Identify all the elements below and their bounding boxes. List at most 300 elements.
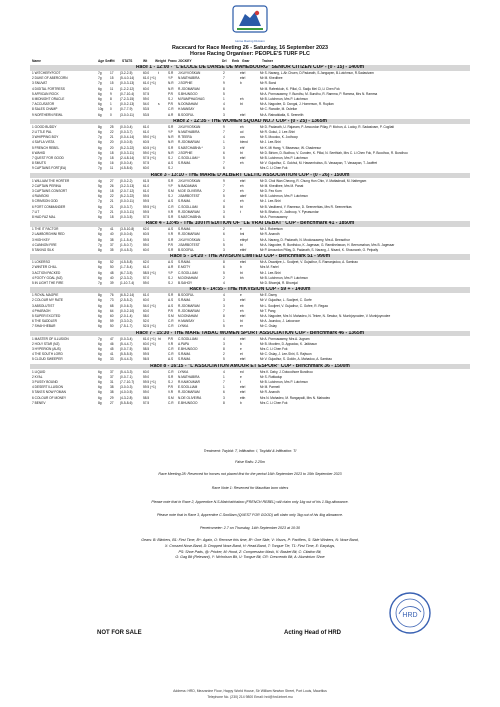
runner-draw: 2 <box>223 352 225 357</box>
runner-horse-name: 9 NORTHERN REWL <box>32 112 63 117</box>
runner-equipment: cd <box>240 130 244 134</box>
column-header: Wt <box>143 59 148 63</box>
runner-stable: P.R <box>168 102 173 107</box>
runner-trainers: Mr B. Bhatoo, K. Jodhoop, Y. Pynasundar <box>260 209 319 214</box>
runner-draw: 7 <box>223 308 225 313</box>
column-header: Emb <box>232 59 240 63</box>
runner-weight: 58.5 (+1) <box>143 270 156 275</box>
runner-age-sex: 6g <box>98 260 102 265</box>
runner-horse-name: 5 CRIMSON GOD <box>32 199 58 204</box>
runner-weight: 61.5 <box>143 178 150 183</box>
runner-equipment: t <box>240 209 241 214</box>
runner-draw: 5 <box>223 91 225 96</box>
runner-horse-name: 2 WINTER CHILL <box>32 265 58 270</box>
runner-horse-name: 4 DIGITAL FORTRESS <box>32 86 65 91</box>
runner-row <box>30 357 470 362</box>
runner-stats: (0-0-3-4) <box>120 336 133 341</box>
runner-stable: V.R <box>168 232 174 237</box>
runner-trainers: Mr B. Vasilkend, Y. Ramesur, D. Seeneehias, Mrs R. Seeneehias <box>260 204 352 209</box>
runner-stats: (4-5-8-6) <box>120 166 133 171</box>
runner-draw: 1 <box>223 385 225 390</box>
runner-age-sex: 6g <box>98 145 102 150</box>
runner-horse-name: 6 COLOUR OF MONEY <box>32 395 67 400</box>
runner-jockey: N.DE OLIVEIRA <box>178 395 202 400</box>
runner-age-sex: 6g <box>98 380 102 384</box>
runner-trainers: Mr J. Robertson <box>260 227 283 232</box>
runner-rating: 50 <box>110 324 114 329</box>
runner-jockey: J.SOPHIE <box>178 150 193 155</box>
runner-jockey: R.JOOMARAM <box>178 303 200 308</box>
runner-age-sex: 6g <box>98 204 102 209</box>
runner-rating: 47 <box>110 336 114 341</box>
runner-rating: 37 <box>110 369 114 374</box>
runner-weight: 52.5 (+1) <box>143 324 156 329</box>
runner-age-sex: 8g <box>98 248 102 252</box>
runner-horse-name: 3 HYPERION (AUS) <box>32 347 61 351</box>
runner-stats: (0-0-0-5) <box>120 140 133 145</box>
runner-trainers: Mr R. Anandh <box>260 232 280 237</box>
runner-weight: 59.5 <box>143 199 150 204</box>
runner-age-sex: 7g <box>98 199 102 204</box>
runner-weight: 59.0 <box>143 374 150 379</box>
runner-age-sex: 8g <box>98 237 102 242</box>
runner-jockey: S.RAMA <box>178 199 191 204</box>
runner-age-sex: 8g <box>98 124 102 129</box>
runner-horse-name: 2 CAPTAIN PERINA <box>32 183 61 188</box>
runner-stats: (0-0-0-11) <box>120 199 134 204</box>
race-title: Race 6 - 14:55 - THE HIKVISION CUP - 59 + - 1400m <box>30 287 470 293</box>
runner-draw: 9 <box>223 178 225 183</box>
runner-age-sex: 6g <box>98 91 102 96</box>
runner-horse-name: 7 QUEST FOR GOOD <box>32 156 64 160</box>
runner-draw: 7 <box>223 76 225 81</box>
runner-gear: t <box>158 71 159 75</box>
runner-draw: 5 <box>223 242 225 247</box>
runner-weight: 59.5 <box>143 194 150 199</box>
runner-equipment: er <box>240 324 243 329</box>
not-for-sale-label: NOT FOR SALE <box>97 630 142 636</box>
runner-draw: 8 <box>223 314 225 318</box>
runner-rating: 21 <box>110 135 114 140</box>
runner-weight: 60.5 (+1) <box>143 145 156 150</box>
runner-draw: 6 <box>223 215 225 219</box>
runner-equipment: eb <box>240 303 244 308</box>
runner-draw: 9 <box>223 81 225 86</box>
runner-stable: Y.P <box>168 76 173 81</box>
runner-horse-name: 2 HOLY STAR (NZ) <box>32 341 60 346</box>
runner-draw: 3 <box>223 341 225 346</box>
runner-weight: 62.0 <box>143 227 150 232</box>
runner-rating: 17 <box>110 71 114 75</box>
runner-stable: P.R <box>168 308 173 313</box>
runner-jockey: J.BARBOTEST <box>178 194 200 199</box>
runner-rating: 15 <box>110 81 114 86</box>
runner-weight: 60.0 <box>143 166 150 171</box>
runner-equipment: bt <box>240 150 243 155</box>
runner-rating: 18 <box>110 156 114 160</box>
runner-stats: (0-0-2-13) <box>120 102 135 107</box>
runner-weight: 59.5 <box>143 237 150 242</box>
runner-equipment: ebrl <box>240 385 246 390</box>
runner-rating: 37 <box>110 374 114 379</box>
runner-age-sex: 6g <box>98 390 102 395</box>
runner-rating: 26 <box>110 183 114 188</box>
runner-weight: 60.0 (+1) <box>143 341 156 346</box>
runner-jockey: R.KAMOUMAR <box>178 380 200 384</box>
runner-stable: N.R <box>168 135 174 140</box>
runner-equipment: t <box>240 380 241 384</box>
runner-equipment: ebrl <box>240 336 246 341</box>
runner-stable: A.S <box>168 199 174 204</box>
runner-jockey: B.SOOFUL <box>178 293 195 298</box>
runner-stats: (2-4-8-14) <box>120 156 135 160</box>
runner-equipment: ebhpf <box>240 237 248 242</box>
runner-rating: 41 <box>110 352 114 357</box>
runner-stats: (5-5-5-5) <box>120 352 133 357</box>
runner-stats: (0-0-3-7) <box>120 204 133 209</box>
runner-rating: 18 <box>110 215 114 219</box>
runner-draw: 7 <box>223 130 225 134</box>
hrd-stamp-icon <box>387 590 433 636</box>
runner-stats: (1-10-7-4) <box>120 281 135 285</box>
runner-horse-name: 1 LOKERSO <box>32 260 51 265</box>
runner-stable: V.R <box>168 209 174 214</box>
runner-stable: S.J <box>168 156 173 160</box>
runner-horse-name: 5 FRENCH REBEL <box>32 145 60 150</box>
runner-age-sex: 6g <box>98 395 102 400</box>
runner-trainers: Mr L. Sooljeet, V. Gujadhur, C. Gofee, R. Regaa <box>260 303 328 308</box>
runner-rating: 11 <box>110 166 114 171</box>
racecard-organiser: Horse Racing Organiser: PEOPLE'S TURF PLC <box>190 51 310 57</box>
runner-jockey: H.MANSAY <box>178 319 195 324</box>
runner-horse-name: 3 HIGH KEY <box>32 237 50 242</box>
runner-rating: 60 <box>110 314 114 318</box>
runner-draw: 2 <box>223 275 225 280</box>
runner-weight: 59.0 <box>143 242 150 247</box>
column-header: Trainer <box>262 59 273 63</box>
runner-stable: S.R <box>168 237 174 242</box>
runner-stats: (5-4-4-3) <box>120 357 133 362</box>
runner-equipment: e <box>240 374 242 379</box>
runner-rating: 40 <box>110 275 114 280</box>
runner-trainers: Mr S. Narang, L.Ah Chuen, D.Padarath, S.Jangapen, B.Lutchmun, R.Sadasivam <box>260 71 374 75</box>
runner-equipment: bnl <box>240 232 245 237</box>
runner-jockey: N.MATHABIRA <box>178 76 200 81</box>
runner-trainers: Mr A. Ponnusawmy, Mrs A. Jugram <box>260 336 310 341</box>
runner-trainers: Mrs C. Li Chen Fok <box>260 400 288 405</box>
runner-weight: 60.0 <box>143 369 150 374</box>
runner-jockey: E.BHUNGOO <box>178 400 198 405</box>
runner-stable: P.R <box>168 385 173 390</box>
runner-jockey: LYNKA <box>178 324 189 329</box>
runner-jockey: M.DONAHAM <box>178 314 198 318</box>
runner-stats: (5-2-3-22) <box>120 145 135 150</box>
runner-draw: 8 <box>223 347 225 351</box>
runner-age-sex: 6g <box>98 347 102 351</box>
runner-weight: 58.0 <box>143 314 150 318</box>
runner-weight: 62.0 <box>143 260 150 265</box>
runner-horse-name: 4 THE SOUTH LORD <box>32 352 63 357</box>
runner-trainers: Mr A. Narang, D. Padarath, N. Moolussawmy, Mrs A. Beeaothur <box>260 237 350 242</box>
runner-weight: 57.5 (+1) <box>143 156 156 160</box>
runner-equipment: eh <box>240 124 244 129</box>
runner-trainers: Mr B. Lutchmun, Mrs P. Lutchmun <box>260 97 308 101</box>
runner-trainers: Mr A. Dwarkjee, L. Sooljeet, V. Gujadhur, S. Ramanjadoo, A. Sambao <box>260 260 358 265</box>
runner-stats: (0-0-2-10) <box>120 308 135 313</box>
runner-stable: S.R <box>168 145 174 150</box>
stamp-text: HRD <box>402 612 418 619</box>
runner-trainers: Mrs C. Li Chen Fok <box>260 166 288 171</box>
runner-jockey: J.KUYVOSKAN <box>178 71 201 75</box>
runner-equipment: ebrl <box>240 357 246 362</box>
runner-age-sex: 6g <box>98 303 102 308</box>
runner-horse-name: 5 TAKING SILK <box>32 248 55 252</box>
runner-weight: 58.5 <box>143 347 150 351</box>
runner-weight: 59.0 <box>143 97 150 101</box>
runner-jockey: J.SOPHIE <box>178 81 193 86</box>
runner-horse-name: 1 GOOD BUDDY <box>32 124 57 129</box>
logo-caption: Horse Racing Division <box>235 39 265 43</box>
runner-stable: V.R <box>168 390 174 395</box>
runner-stats: (5-5-8-6) <box>120 400 133 405</box>
runner-age-sex: 5g <box>98 183 102 188</box>
note-treatment: Treatment: Twybid: T, Infiltration: I, Twybild & Infiltration: TI <box>203 449 297 453</box>
note-weight-note2: Please note that in Race 3, Apprentice C.Soolliam (QUEST FOR GOOD) will claim only 3kg out of his 4kg allowance. <box>156 513 344 517</box>
runner-stable: C.R <box>168 347 174 351</box>
runner-equipment: eh <box>240 199 244 204</box>
runner-draw: 3 <box>223 248 225 252</box>
runner-draw: 4 <box>223 281 225 285</box>
runner-draw: 4 <box>223 369 225 374</box>
runner-trainers: Mrs N. Mahadeo, M. Rangapaili, Mrs N. Mahadeo <box>260 395 331 400</box>
runner-age-sex: 6g <box>98 194 102 199</box>
runner-equipment: ebrl <box>240 298 246 303</box>
runner-weight: 57.5 <box>143 215 150 219</box>
runner-rating: 40 <box>110 232 114 237</box>
runner-stats: (1-5-0-7) <box>120 242 133 247</box>
gear-legend-line: X: Crossed Nose-Band, D: Dropped Nose-Band, H: Head-Band, T: Tongue Tie, T1: First Time, E: Earplugs, <box>164 543 336 548</box>
runner-stats: (0-7-7-9) <box>120 107 133 112</box>
hrd-logo-icon <box>229 4 271 38</box>
runner-age-sex: 6g <box>98 97 102 101</box>
runner-weight: 59.0 <box>143 281 150 285</box>
runner-trainers: Mr R. Bond <box>260 81 277 86</box>
runner-stable: C.R <box>168 319 174 324</box>
runner-weight: 60.0 <box>143 248 150 252</box>
runner-jockey: R.JOOMARAM <box>178 232 200 237</box>
runner-stable: S.R <box>168 293 174 298</box>
runner-age-sex: 6g <box>98 215 102 219</box>
runner-jockey: N.BADAMAN <box>178 183 197 188</box>
runner-stats: (4-0-0-5) <box>120 390 133 395</box>
runner-rating: 29 <box>110 395 114 400</box>
runner-horse-name: 1 LIQUID <box>32 369 46 374</box>
runner-equipment: bt <box>240 204 243 209</box>
race-title: Race 7 - 15:30 - THE MARE TABAC WOMEN SPORT ASSOCIATION CUP - Benchmark 46 - 1365m <box>30 331 470 337</box>
runner-jockey: S.BHUNGOO <box>178 91 198 96</box>
runner-stable: S.J <box>168 281 173 285</box>
race-title: Race 3 - 13:10 - THE MARIE D'ALBERT CELTIC ASSOCIATION CUP - (0 - 26) - 1500m <box>30 173 470 179</box>
runner-draw: 8 <box>223 204 225 209</box>
note-reserved: Race Meeting 28: Reserved for horses not placed first for the period 16th September 2023 to 15th September 2023 <box>158 472 342 476</box>
runner-horse-name: 5 IN LIGHT THE FIRE <box>32 281 64 285</box>
runner-horse-name: 4 CANNON FIRE <box>32 242 57 247</box>
runner-draw: 7 <box>223 380 225 384</box>
runner-stable: A.S <box>168 227 174 232</box>
runner-trainers: Mr A. Nagodee, D. Dongal, J. Homerson, R. Ruplian <box>260 102 334 107</box>
runner-stats: (0-4-5-3) <box>120 248 133 252</box>
runner-rating: 21 <box>110 204 114 209</box>
runner-trainers: Mr M. Rafeekkoh, K. Pillai, G. Sadju Mei Ci, Li Chen Fok <box>260 86 340 91</box>
runner-horse-name: 4 PHARAOH <box>32 308 51 313</box>
runner-stable: C.R <box>168 204 174 209</box>
gear-legend-line: PS: Shoe Pads, @: Pricker, M: Hood, Z: Compression Mask, K: Basket Bit, C: Citation Bit, <box>178 549 322 554</box>
runner-stable: C.R <box>168 369 174 374</box>
runner-jockey: S.RAMA <box>178 357 191 362</box>
runner-stable: N.R <box>168 140 174 145</box>
runner-draw: 1 <box>223 319 225 324</box>
runner-jockey: E.MOTY <box>178 265 191 270</box>
runner-rating: 68 <box>110 303 114 308</box>
runner-stable: C.R <box>168 324 174 329</box>
runner-horse-name: 1 THE IT FACTOR <box>32 227 59 232</box>
runner-age-sex: 6g <box>98 341 102 346</box>
runner-weight: 60.5 <box>143 140 150 145</box>
runner-weight: 57.5 <box>143 400 150 405</box>
runner-trainers: Mr B. Lutchmun, Mrs P. Lutchmun <box>260 275 308 280</box>
runner-draw: 7 <box>223 183 225 188</box>
runner-equipment: eh <box>240 189 244 193</box>
note-false-rails: False Rails: 2.25m <box>235 460 265 464</box>
runner-horse-name: 3 CAPTAINS CONSORT <box>32 189 68 193</box>
runner-rating: 39 <box>110 281 114 285</box>
runner-rating: 38 <box>110 385 114 390</box>
runner-draw: 6 <box>223 107 225 112</box>
runner-trainers: Mr J. Lee-Shiri <box>260 199 281 204</box>
runner-stats: (0-0-0-4) <box>120 161 133 166</box>
runner-stats: (3-2-3-13) <box>120 183 135 188</box>
runner-age-sex: 6g <box>98 298 102 303</box>
runner-age-sex: 6g <box>98 130 102 134</box>
runner-equipment: ebrl <box>240 76 246 81</box>
runner-jockey: S.RAMA <box>178 352 191 357</box>
runner-horse-name: 2 KYAL <box>32 374 43 379</box>
runner-jockey: S.MATCHABHA * <box>178 145 203 150</box>
runner-stats: (5-4-4-7) <box>120 341 133 346</box>
runner-draw: 4 <box>223 336 225 341</box>
runner-jockey: M.DE OLIVEIRA <box>178 189 202 193</box>
runner-rating: 59 <box>110 319 114 324</box>
runner-equipment: b <box>240 265 242 270</box>
runner-row <box>30 401 470 406</box>
runner-draw: 1 <box>223 97 225 101</box>
runner-trainers: Mr D. Chol Wan Cheong, R. Chung Hon Chin, V. Mattadeudi, M. Nattergam <box>260 178 367 183</box>
runner-draw: 5 <box>223 324 225 329</box>
runner-weight: 59.0 <box>143 390 150 395</box>
runner-weight: 60.0 <box>143 308 150 313</box>
runner-equipment: ebrl <box>240 156 246 160</box>
runner-trainers: Mrs K. Daby, J. Dotoodhore Bundhoo <box>260 369 313 374</box>
runner-stable: C.R <box>168 352 174 357</box>
runner-jockey: R.JOOMARAM <box>178 308 200 313</box>
runner-stats: (3-0-0-3) <box>120 385 133 390</box>
runner-jockey: S.RAMA <box>178 260 191 265</box>
runner-draw: 6 <box>223 265 225 270</box>
runner-rating: 35 <box>110 248 114 252</box>
runner-stable: S.M <box>168 395 174 400</box>
runner-stable: S.M <box>168 314 174 318</box>
runner-equipment: bt <box>240 102 243 107</box>
runner-jockey: N.MATHABIRA <box>178 374 200 379</box>
runner-stats: (1-1-5-4) <box>120 237 133 242</box>
runner-stats: (6-7-3-5) <box>120 270 133 275</box>
race-title: Race 8 - 16:15 - "L'ASSOCIATION AMOUR ET ESPOIR" CUP - Benchmark 36 - 1500m <box>30 364 470 370</box>
runner-draw: 2 <box>223 189 225 193</box>
runner-row <box>30 281 470 286</box>
runner-equipment: ebrl <box>240 178 246 183</box>
runner-rating: 22 <box>110 130 114 134</box>
column-header: Name <box>32 59 41 63</box>
runner-jockey: B.SOOFUL <box>178 248 195 252</box>
runner-horse-name: 3 SNUVAT <box>32 81 48 86</box>
runner-age-sex: 7g <box>98 281 102 285</box>
runner-stats: (5-2-3-22) <box>120 194 135 199</box>
gear-legend-line: Gears: B: Blinkers, B1: First Time, B+: Again, O: Remove this time, B*: One Side, V: Visors, P: Pacifiers, S: Side Winkers, N: Nose Band, <box>141 538 359 542</box>
runner-stats: (0-0-3-5) <box>120 215 133 219</box>
runner-equipment: blend <box>240 140 248 145</box>
runner-rating: 37 <box>110 242 114 247</box>
runner-weight: 61.0 <box>143 130 150 134</box>
column-header-row <box>30 59 470 64</box>
runner-draw: 3 <box>223 112 225 117</box>
runner-row <box>30 166 470 171</box>
runner-jockey: E.SOOLLIAM <box>178 385 198 390</box>
runner-equipment: ehf <box>240 145 245 150</box>
runner-jockey: C.SOOLLIAM <box>178 336 198 341</box>
runner-horse-name: 7 LIT <box>32 209 40 214</box>
runner-age-sex: 6g <box>98 324 102 329</box>
runner-draw: 8 <box>223 86 225 91</box>
runner-weight: 59.0 (+1) <box>143 135 156 140</box>
runner-trainers: Mr P. Amourdon Pillay, D. Padarath, S. Narang, J. Nisard, K. Shounwah, O. Pelpally <box>260 248 379 252</box>
runner-jockey: LYNKA <box>178 369 189 374</box>
runner-draw: 1 <box>223 140 225 145</box>
runner-gear: ht <box>158 336 161 341</box>
runner-rating: 16 <box>110 161 114 166</box>
runner-weight: 60.0 <box>143 71 150 75</box>
runner-rating: 11 <box>110 86 114 91</box>
runner-trainers: Mr C. Rarodie, M. Ouleliar <box>260 107 298 112</box>
runner-age-sex: 7g <box>98 209 102 214</box>
runner-stable: N.R <box>168 86 174 91</box>
runner-horse-name: 4 FOOTY GOAL (NZ) <box>32 275 63 280</box>
runner-stable: S.J <box>168 166 173 171</box>
runner-rating: 38 <box>110 390 114 395</box>
runner-weight: 58.5 <box>143 395 150 400</box>
runner-draw: 3 <box>223 298 225 303</box>
runner-stable: Y.P <box>168 183 173 188</box>
runner-horse-name: 3 ACTION PACKED <box>32 270 61 275</box>
racecard-title: Racecard for Race Meeting 26 - Saturday, 16 September 2023 <box>172 45 328 51</box>
runner-stable: S.J <box>168 97 173 101</box>
runner-jockey: C.SOOLLIAM * <box>178 156 200 160</box>
runner-stable: N.R <box>168 81 174 86</box>
runner-horse-name: 3 PUSSY BOUND <box>32 380 58 384</box>
runner-weight: 60.5 <box>143 232 150 237</box>
runner-stats: (4-5-5-8) <box>120 260 133 265</box>
runner-stats: (2-0-1-4) <box>120 314 133 318</box>
runner-jockey: J.BARBOTEST <box>178 242 200 247</box>
